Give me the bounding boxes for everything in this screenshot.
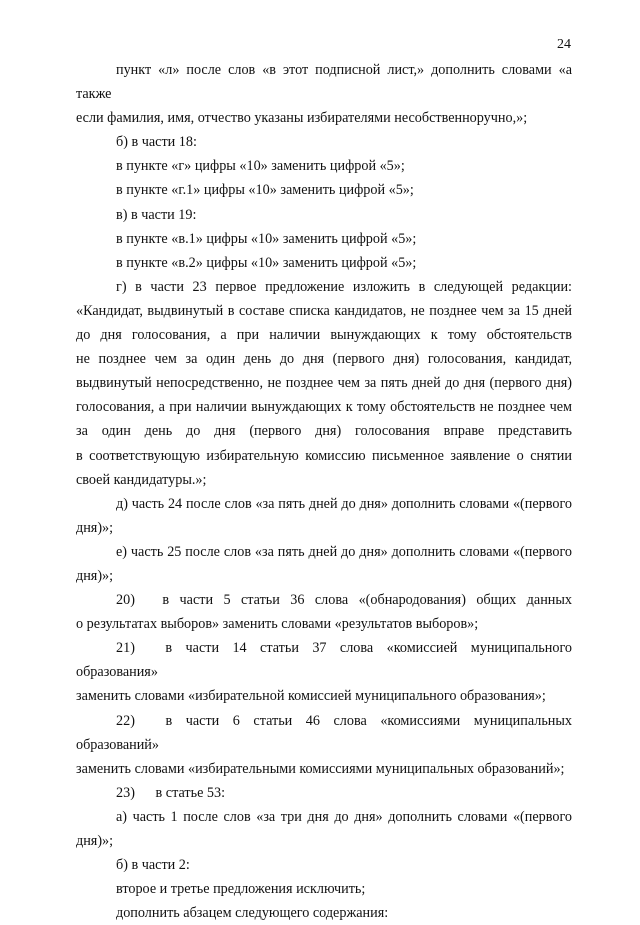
text-line: дня)»; [76, 567, 114, 584]
text-line: если фамилия, имя, отчество указаны избирателями несобственноручно,»; [76, 110, 528, 127]
text-line: дня)»; [76, 519, 114, 536]
text-line: своей кандидатуры.»; [76, 471, 207, 488]
item-text: в части 6 статьи 46 слова «комиссиями муниципальных образований» [76, 712, 573, 753]
page-number: 24 [557, 37, 571, 52]
numbered-item-line [76, 588, 572, 612]
text-line: е) часть 25 после слов «за пять дней до дня» дополнить словами «(первого [116, 543, 572, 560]
text-line: в пункте «в.1» цифры «10» заменить цифрой «5»; [116, 230, 417, 247]
text-line: о результатах выборов» заменить словами «результатов выборов»; [76, 616, 479, 633]
text-line: в пункте «в.2» цифры «10» заменить цифрой «5»; [116, 254, 417, 271]
text-line: д) часть 24 после слов «за пять дней до дня» дополнить словами «(первого [116, 495, 572, 512]
text-line: а) часть 1 после слов «за три дня до дня» дополнить словами «(первого [116, 808, 572, 825]
text-line: в пункте «г.1» цифры «10» заменить цифрой «5»; [116, 182, 414, 199]
text-line: «Кандидат, выдвинутый в составе списка кандидатов, не позднее чем за 15 дней [76, 302, 572, 319]
text-line: б) в части 18: [116, 134, 197, 151]
item-number: 23) [116, 784, 135, 801]
text-line: дополнить абзацем следующего содержания: [116, 905, 389, 922]
text-line: б) в части 2: [116, 857, 190, 874]
numbered-item-line [76, 636, 572, 684]
text-line: не позднее чем за один день до дня (первого дня) голосования, кандидат, [76, 351, 572, 368]
item-number: 22) [116, 712, 135, 729]
item-number: 20) [116, 592, 135, 609]
text-line: второе и третье предложения исключить; [116, 881, 366, 898]
text-line: заменить словами «избирательными комиссиями муниципальных образований»; [76, 760, 565, 777]
item-text: в части 14 статьи 37 слова «комиссией муниципального образования» [76, 640, 573, 681]
text-line: пункт «л» после слов «в этот подписной лист,» дополнить словами «а также [76, 62, 572, 103]
text-line: в) в части 19: [116, 206, 197, 223]
item-number: 21) [116, 640, 135, 657]
text-line: выдвинутый непосредственно, не позднее чем за пять дней до дня (первого дня) [76, 375, 572, 392]
numbered-item-line [76, 709, 572, 757]
document-body [76, 58, 572, 925]
text-line: заменить словами «избирательной комиссией муниципального образования»; [76, 688, 546, 705]
text-line: голосования, а при наличии вынуждающих к тому обстоятельств не позднее чем [76, 399, 572, 416]
text-line: за один день до дня (первого дня) голосования вправе представить [76, 423, 572, 440]
text-line: г) в части 23 первое предложение изложить в следующей редакции: [116, 278, 572, 295]
text-line: в пункте «г» цифры «10» заменить цифрой «5»; [116, 158, 405, 175]
item-text: в статье 53: [155, 784, 226, 801]
text-line: до дня голосования, а при наличии вынуждающих к тому обстоятельств [76, 327, 572, 344]
numbered-item-line [76, 781, 572, 805]
item-text: в части 5 статьи 36 слова «(обнародования) общих данных [162, 592, 573, 609]
text-line: дня)»; [76, 833, 114, 849]
text-line: в соответствующую избирательную комиссию письменное заявление о снятии [76, 447, 572, 464]
